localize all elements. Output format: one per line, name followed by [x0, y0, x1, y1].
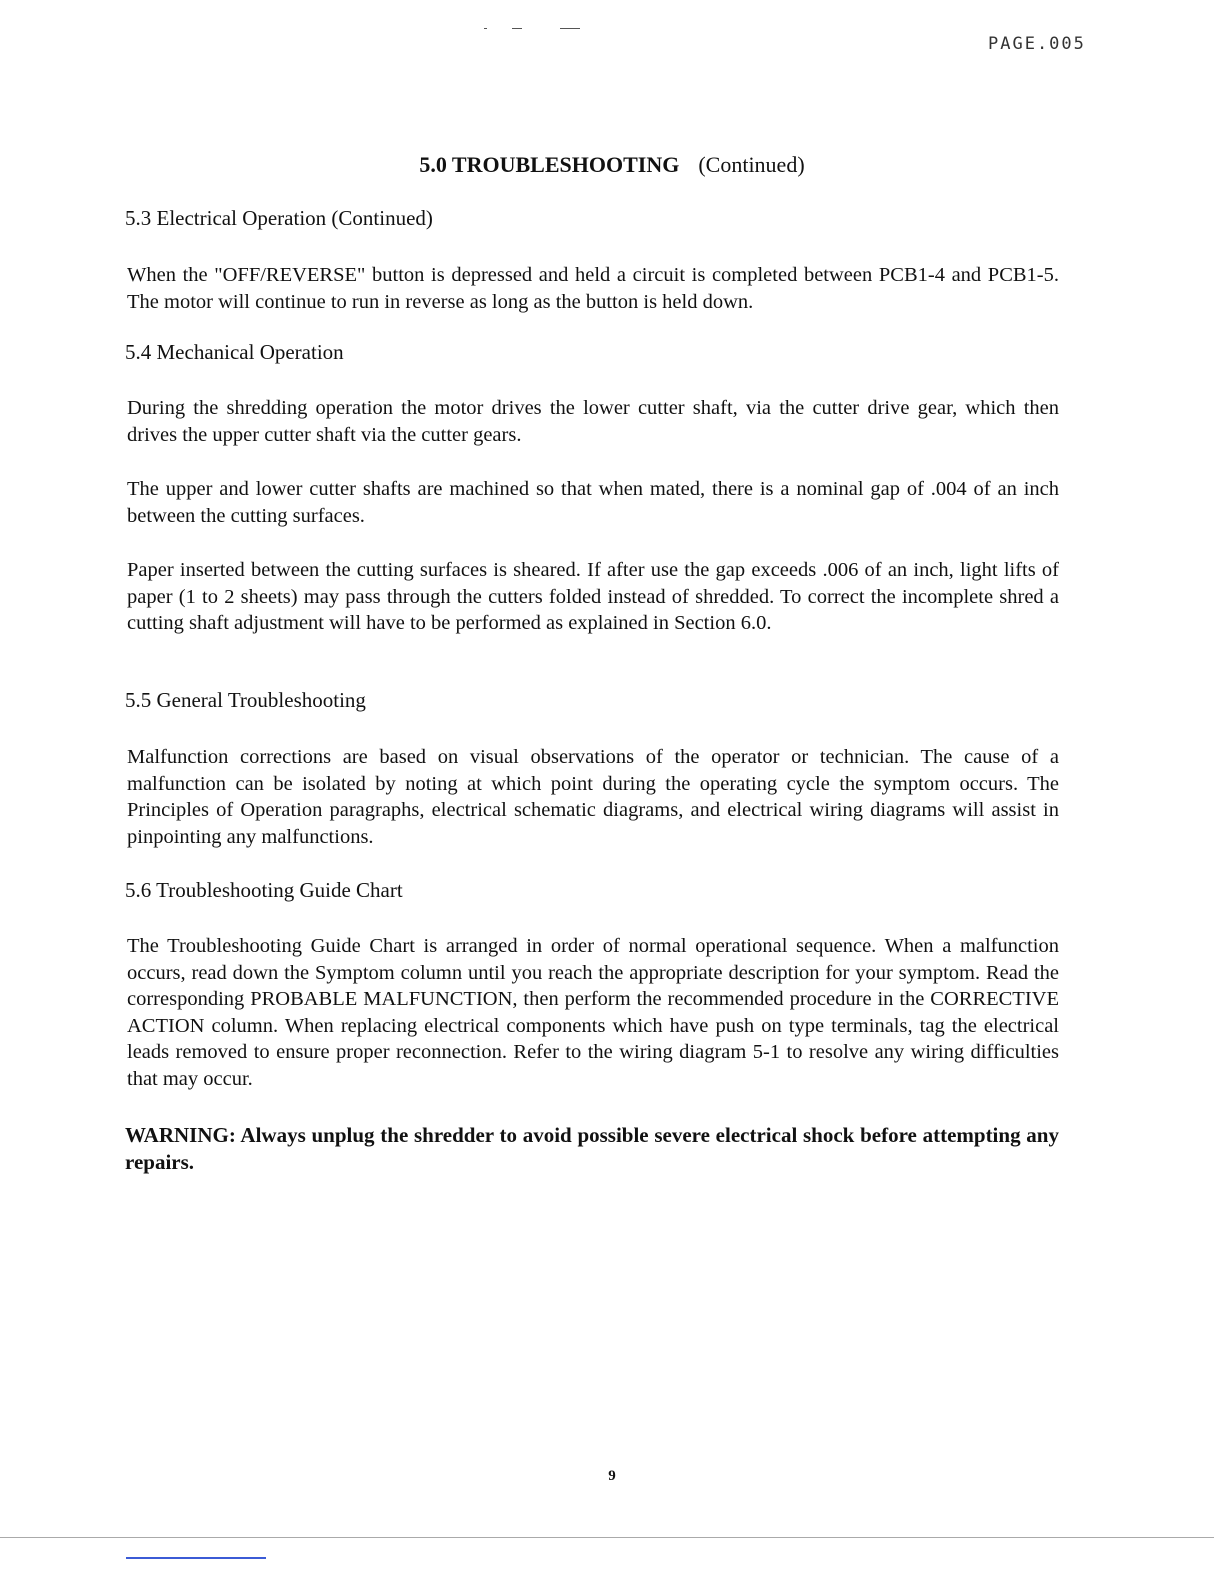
- section-heading-5-3: 5.3 Electrical Operation (Continued): [125, 206, 433, 230]
- paragraph-paper-sheared: Paper inserted between the cutting surfaces is sheared. If after use the gap exceeds .006 of an inch, light lifts of paper (1 to 2 sheets) may pass through the cutters folded instead of shredded. To correct the incomplete shred a cutting shaft adjustment will have to be performed as explained in Section 6.0.: [127, 559, 1059, 634]
- fax-header-marks: [484, 18, 594, 30]
- bottom-link-underline: [126, 1557, 266, 1559]
- section-heading-5-6: 5.6 Troubleshooting Guide Chart: [125, 878, 403, 902]
- section-heading-5-4: 5.4 Mechanical Operation: [125, 340, 344, 364]
- paragraph-malfunction-corrections: Malfunction corrections are based on visual observations of the operator or technician. The cause of a malfunction can be isolated by noting at which point during the operating cycle the symptom occurs. The Principles of Operation paragraphs, electrical schematic diagrams, and electrical wiring diagrams will assist in pinpointing any malfunctions.: [127, 746, 1059, 848]
- paragraph-cutter-gap: The upper and lower cutter shafts are machined so that when mated, there is a nominal gap of .004 of an inch between the cutting surfaces.: [127, 478, 1059, 527]
- title-suffix: (Continued): [698, 152, 805, 177]
- fax-page-header: PAGE.005: [988, 34, 1086, 54]
- section-heading-5-5: 5.5 General Troubleshooting: [125, 688, 366, 712]
- fax-mark: [484, 28, 487, 29]
- paragraph-electrical-operation: When the "OFF/REVERSE" button is depressed and held a circuit is completed between PCB1-4 and PCB1-5. The motor will continue to run in reverse as long as the button is held down.: [127, 264, 1059, 313]
- page-title: [0, 152, 1224, 178]
- warning-notice: WARNING: Always unplug the shredder to avoid possible severe electrical shock before attempting any repairs.: [125, 1123, 1059, 1174]
- title-main: 5.0 TROUBLESHOOTING: [419, 152, 680, 177]
- fax-mark: [512, 28, 522, 29]
- bottom-divider: [0, 1537, 1214, 1538]
- paragraph-guide-chart: The Troubleshooting Guide Chart is arranged in order of normal operational sequence. When a malfunction occurs, read down the Symptom column until you reach the appropriate description for your symptom. Read the corresponding PROBABLE MALFUNCTION, then perform the recommended procedure in the CORRECTIVE ACTION column. When replacing electrical components which have push on type terminals, tag the electrical leads removed to ensure proper reconnection. Refer to the wiring diagram 5-1 to resolve any wiring difficulties that may occur.: [127, 935, 1059, 1090]
- fax-mark: [560, 28, 580, 29]
- page-number: 9: [608, 1468, 616, 1484]
- paragraph-motor-drive: During the shredding operation the motor drives the lower cutter shaft, via the cutter drive gear, which then drives the upper cutter shaft via the cutter gears.: [127, 397, 1059, 446]
